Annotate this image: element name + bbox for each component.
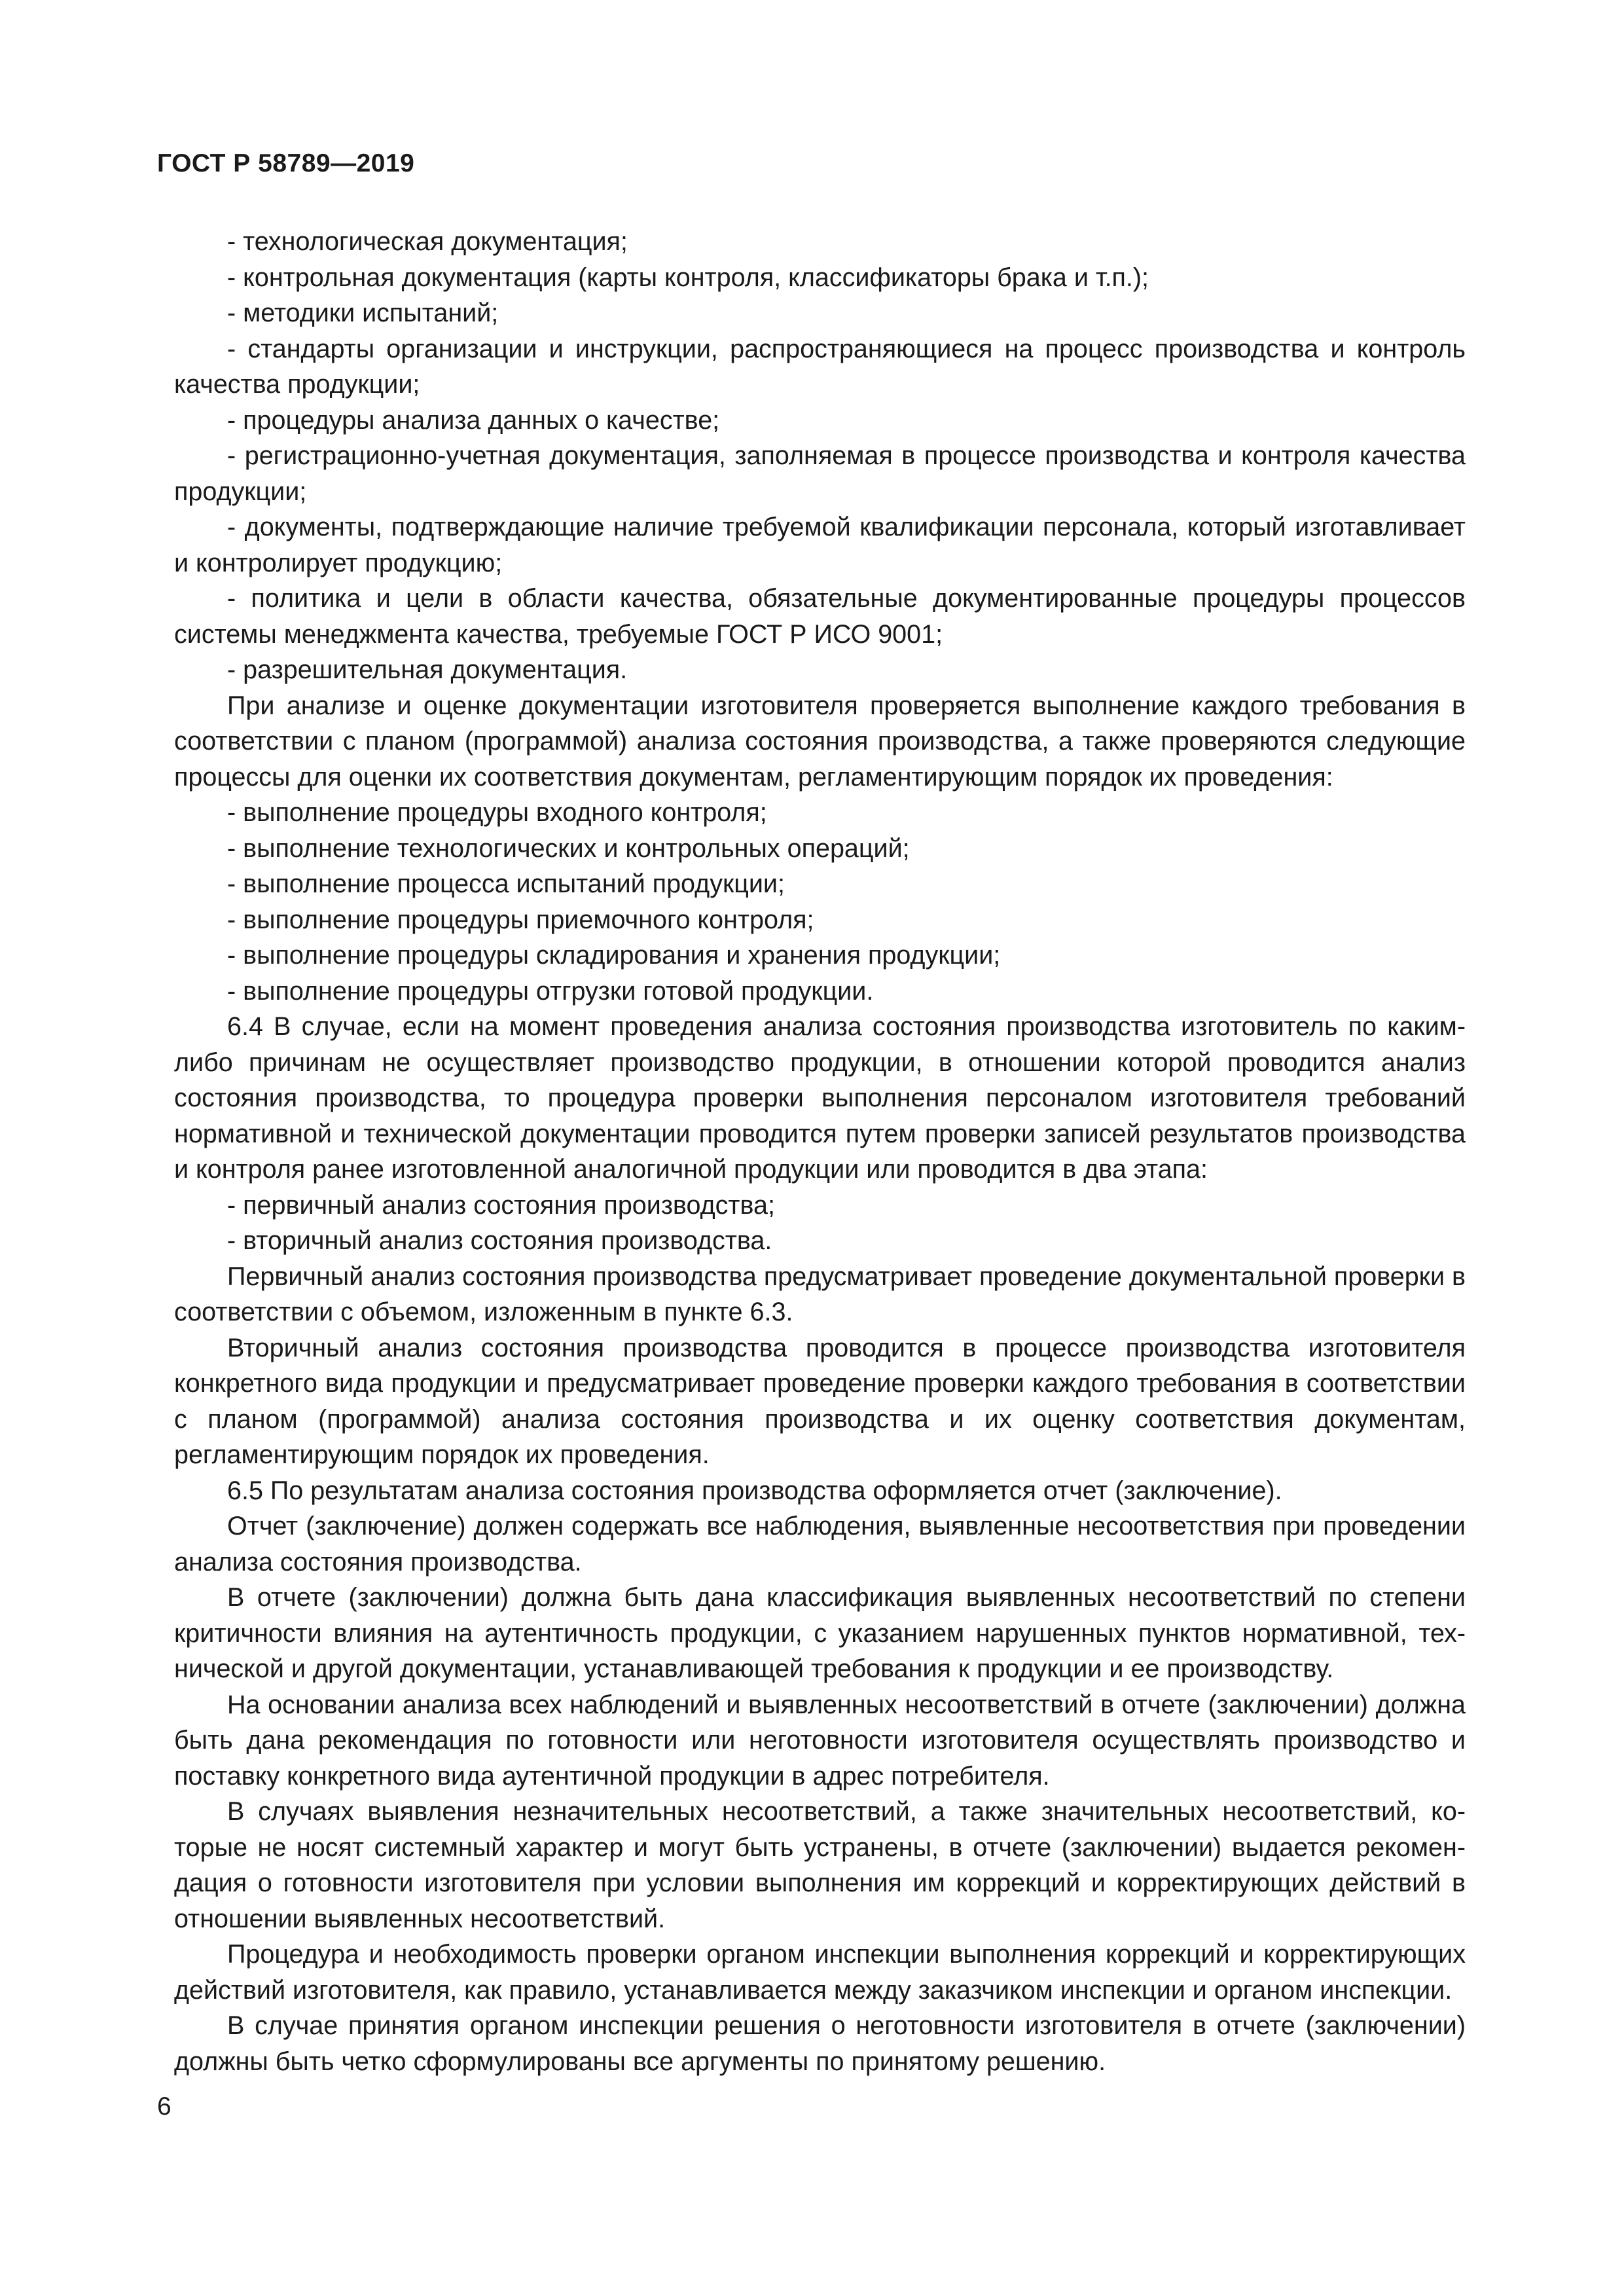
paragraph: При анализе и оценке документации изготовителя проверяется выполнение каждого требования в соответствии с планом (программой) анализа состояния производства, а также проверяются следующие процессы для оценки их соответствия документам, регламентирующим порядок их проведения: [174, 691, 1466, 792]
paragraph: - регистрационно-учетная документация, заполняемая в процессе производства и контроля качества продукции; [174, 441, 1466, 506]
paragraph: 6.4 В случае, если на момент проведения анализа состояния производства изготовитель по каким-либо причинам не осуществляет производство продукции, в отношении которой проводится анализ состояния производства, то процедура проверки выполнения персоналом изготовителя требований нормативной и технической документации проводится путем проверки записей результатов производства и контроля ранее изготовленной аналогичной продукции или проводится в два этапа: [174, 1012, 1466, 1184]
paragraph: В отчете (заключении) должна быть дана классификация выявленных несоответствий по степени критичности влияния на аутентичность продукции, с указанием нарушенных пунктов нормативной, технической и другой документации, устанавливающей требования к продукции и ее производству. [174, 1583, 1466, 1683]
document-header: ГОСТ Р 58789—2019 [157, 149, 415, 177]
paragraph: - методики испытаний; [227, 299, 499, 327]
paragraph: Отчет (заключение) должен содержать все наблюдения, выявленные несоответствия при проведении анализа состояния производства. [174, 1512, 1466, 1576]
paragraph: - выполнение процедуры приемочного контроля; [227, 905, 814, 934]
paragraph: - документы, подтверждающие наличие требуемой квалификации персонала, который изготавливает и контролирует продукцию; [174, 513, 1466, 577]
paragraph: - стандарты организации и инструкции, распространяющиеся на процесс производства и контроль качества продукции; [174, 334, 1466, 399]
paragraph: Первичный анализ состояния производства предусматривает проведение документальной проверки в соответствии с объемом, изложенным в пункте 6.3. [174, 1262, 1466, 1326]
paragraph: - выполнение процесса испытаний продукции; [227, 869, 785, 898]
paragraph: В случаях выявления незначительных несоответствий, а также значительных несоответствий, которые не носят системный характер и могут быть устранены, в отчете (заключении) выдается рекомендация о готовности изготовителя при условии выполнения им коррекций и корректирующих действий в отношении выявленных несоответствий. [174, 1797, 1466, 1933]
paragraph: - контрольная документация (карты контроля, классификаторы брака и т.п.); [227, 263, 1149, 292]
paragraph: - выполнение технологических и контрольных операций; [227, 833, 910, 863]
paragraph: В случае принятия органом инспекции решения о неготовности изготовителя в отчете (заключении) должны быть четко сформулированы все аргументы по принятому решению. [174, 2011, 1466, 2076]
paragraph: - вторичный анализ состояния производства. [227, 1226, 772, 1255]
paragraph: - выполнение процедуры входного контроля; [227, 798, 767, 827]
paragraph: - политика и цели в области качества, обязательные документированные процедуры процессов системы менеджмента качества, требуемые ГОСТ Р ИСО 9001; [174, 584, 1466, 649]
paragraph: - процедуры анализа данных о качестве; [227, 405, 720, 435]
paragraph: - разрешительная документация. [227, 655, 628, 684]
paragraph: - выполнение процедуры отгрузки готовой продукции. [227, 976, 874, 1006]
paragraph: - технологическая документация; [227, 227, 628, 256]
paragraph: Процедура и необходимость проверки органом инспекции выполнения коррекций и корректирующих действий изготовителя, как правило, устанавливается между заказчиком инспекции и органом инспекции. [174, 1940, 1466, 2005]
paragraph: - выполнение процедуры складирования и хранения продукции; [227, 941, 1001, 970]
paragraph: 6.5 По результатам анализа состояния производства оформляется отчет (заключение). [227, 1476, 1282, 1505]
paragraph: На основании анализа всех наблюдений и выявленных несоответствий в отчете (заключении) должна быть дана рекомендация по готовности или неготовности изготовителя осуществлять производство и поставку конкретного вида аутентичной продукции в адрес потребителя. [174, 1690, 1466, 1791]
document-body [174, 224, 1466, 2079]
paragraph: Вторичный анализ состояния производства проводится в процессе производства изготовителя конкретного вида продукции и предусматривает проведение проверки каждого требования в соответствии с планом (программой) анализа состояния производства и их оценку соответствия документам, регламентирующим порядок их проведения. [174, 1333, 1466, 1469]
paragraph: - первичный анализ состояния производства; [227, 1190, 775, 1220]
page-number: 6 [157, 2092, 171, 2121]
